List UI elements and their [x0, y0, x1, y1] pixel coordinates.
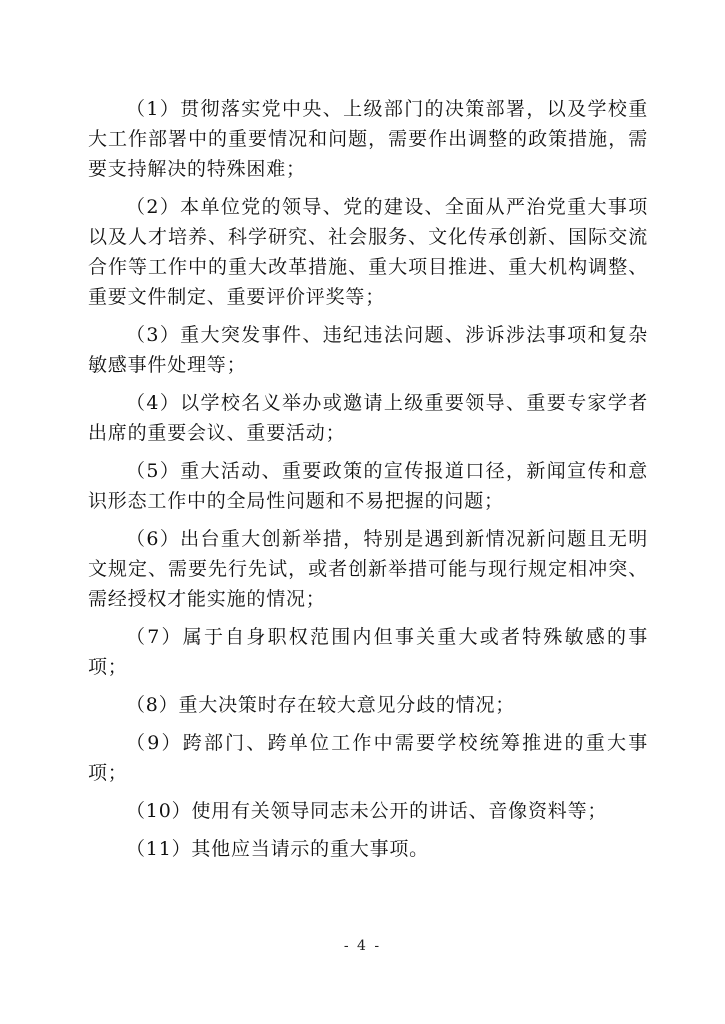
paragraph-item-9: （9）跨部门、跨单位工作中需要学校统筹推进的重大事项； — [88, 732, 648, 784]
paragraph-item-11: （11）其他应当请示的重大事项。 — [126, 838, 429, 860]
paragraph-item-8: （8）重大决策时存在较大意见分歧的情况； — [126, 694, 516, 716]
paragraph-item-1: （1）贯彻落实党中央、上级部门的决策部署，以及学校重大工作部署中的重要情况和问题，需要作出调整的政策措施，需要支持解决的特殊困难； — [88, 98, 648, 180]
paragraph-item-10: （10）使用有关领导同志未公开的讲话、音像资料等； — [126, 800, 608, 822]
document-body — [88, 94, 648, 872]
paragraph-item-3: （3）重大突发事件、违纪违法问题、涉诉涉法事项和复杂敏感事件处理等； — [88, 324, 648, 376]
paragraph-item-2: （2）本单位党的领导、党的建设、全面从严治党重大事项以及人才培养、科学研究、社会服务、文化传承创新、国际交流合作等工作中的重大改革措施、重大项目推进、重大机构调整、重要文件制定、重要评价评奖等； — [88, 196, 648, 308]
paragraph-item-6: （6）出台重大创新举措，特别是遇到新情况新问题且无明文规定、需要先行先试，或者创新举措可能与现行规定相冲突、需经授权才能实施的情况； — [88, 528, 648, 610]
page-number: - 4 - — [343, 938, 382, 954]
paragraph-item-7: （7）属于自身职权范围内但事关重大或者特殊敏感的事项； — [88, 626, 648, 678]
paragraph-item-4: （4）以学校名义举办或邀请上级重要领导、重要专家学者出席的重要会议、重要活动； — [88, 392, 648, 444]
paragraph-item-5: （5）重大活动、重要政策的宣传报道口径，新闻宣传和意识形态工作中的全局性问题和不易把握的问题； — [88, 460, 648, 512]
